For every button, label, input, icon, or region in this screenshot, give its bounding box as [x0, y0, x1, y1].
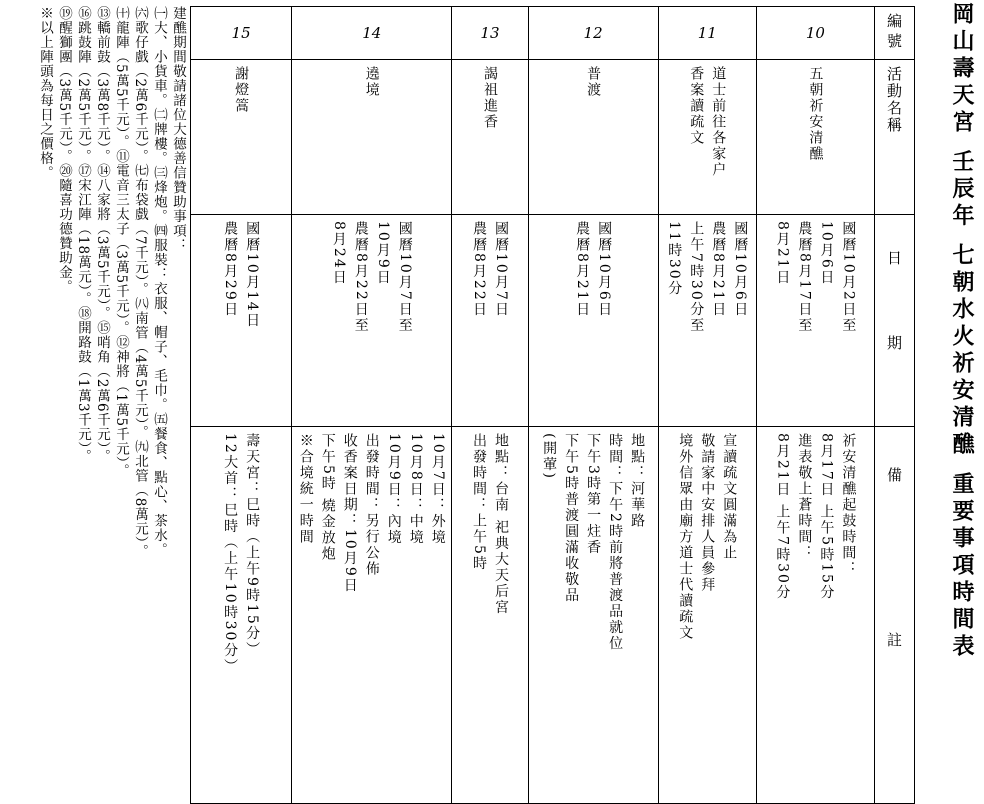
date-cell: 國曆10月7日 農曆8月22日 — [452, 215, 528, 427]
date-cell: 國曆10月6日 農曆8月21日 上午7時30分至 11時30分 — [658, 215, 756, 427]
remarks-cell: 宣讀疏文圓滿為止 敬請家中安排人員參拜 境外信眾由廟方道士代讀疏文 — [658, 427, 756, 804]
event-name-cell — [292, 60, 452, 215]
date-cell: 國曆10月14日 農曆8月29日 — [191, 215, 292, 427]
event-number: 13 — [452, 7, 528, 60]
remarks-header: 備註 — [874, 427, 914, 804]
event-name: 香案讀疏文 — [688, 66, 705, 146]
remarks-cell: 地點：河華路 時間：下午2時前將普渡品就位 下午3時第一炷香 下午5時普渡圓滿收敬品 (開葷) — [528, 427, 658, 804]
event-name: 遶境 — [363, 66, 380, 98]
sponsorship-notes — [8, 6, 186, 658]
date-row — [191, 215, 915, 427]
notes-line: ㈥歌仔戲（2萬6千元）。㈦布袋戲（7千元）。㈧南管（4萬5千元）。㈨北管（8萬元）。 — [132, 6, 148, 559]
event-name: 道士前往各家户 — [710, 66, 727, 178]
event-number: 10 — [756, 7, 874, 60]
event-name-cell — [528, 60, 658, 215]
date-cell: 國曆10月2日至 10月6日 農曆8月17日至 8月21日 — [756, 215, 874, 427]
remarks-cell: 地點：台南 祀典大天后宮 出發時間：上午5時 — [452, 427, 528, 804]
event-name-row — [191, 60, 915, 215]
event-name-cell — [191, 60, 292, 215]
notes-footnote: ※以上陣頭為每日之價格。 — [37, 6, 53, 180]
event-number: 11 — [658, 7, 756, 60]
event-name: 五朝祈安清醮 — [807, 66, 824, 162]
event-name-cell — [756, 60, 874, 215]
page-title: 岡山壽天宮 壬辰年 七朝水火祈安清醮 重要事項時間表 — [949, 1, 975, 661]
schedule-table — [190, 6, 915, 804]
event-name: 普渡 — [585, 66, 602, 98]
notes-heading: 建醮期間敬請諸位大德善信贊助事項： — [170, 6, 186, 253]
date-cell: 國曆10月6日 農曆8月21日 — [528, 215, 658, 427]
event-number: 14 — [292, 7, 452, 60]
date-header: 日期 — [874, 215, 914, 427]
event-number: 15 — [191, 7, 292, 60]
event-name-cell — [452, 60, 528, 215]
notes-line: ㈩龍陣（5萬5千元）。⑪電音三太子（3萬5千元）。⑫神將（1萬5千元）。 — [113, 6, 129, 479]
notes-line: ㈠大、小貨車。㈡牌樓。㈢烽炮。㈣服裝：衣服、帽子、毛巾。㈤餐食、點心、茶水。 — [151, 6, 167, 557]
event-name-cell — [658, 60, 756, 215]
notes-line: ⑬轎前鼓（3萬8千元）。⑭八家將（3萬5千元）。⑮哨角（2萬6千元）。 — [94, 6, 110, 464]
notes-line: ⑯跳鼓陣（2萬5千元）。⑰宋江陣（18萬元）。⑱開路鼓（1萬3千元）。 — [75, 6, 91, 464]
event-name: 謝燈篙 — [233, 66, 250, 114]
notes-line: ⑲醒獅團（3萬5千元）。⑳隨喜功德贊助金。 — [56, 6, 72, 294]
event-header: 活動名稱 — [874, 60, 914, 215]
date-cell: 國曆10月7日至 10月9日 農曆8月22日至 8月24日 — [292, 215, 452, 427]
remarks-cell: 壽天宮：巳時（上午9時15分） 12大首：巳時（上午10時30分） — [191, 427, 292, 804]
number-row — [191, 7, 915, 60]
number-header: 編號 — [874, 7, 914, 60]
remarks-cell: 祈安清醮起鼓時間： 8月17日 上午5時15分 進表敬上蒼時間： 8月21日 上午7時30分 — [756, 427, 874, 804]
remarks-row — [191, 427, 915, 804]
event-name: 謁祖進香 — [481, 66, 498, 130]
event-number: 12 — [528, 7, 658, 60]
remarks-cell: 10月7日：外境 10月8日：中境 10月9日：內境 出發時間：另行公佈 收香案日期：10月9日 下午5時 燒金放炮 ※合境統一時間 — [292, 427, 452, 804]
